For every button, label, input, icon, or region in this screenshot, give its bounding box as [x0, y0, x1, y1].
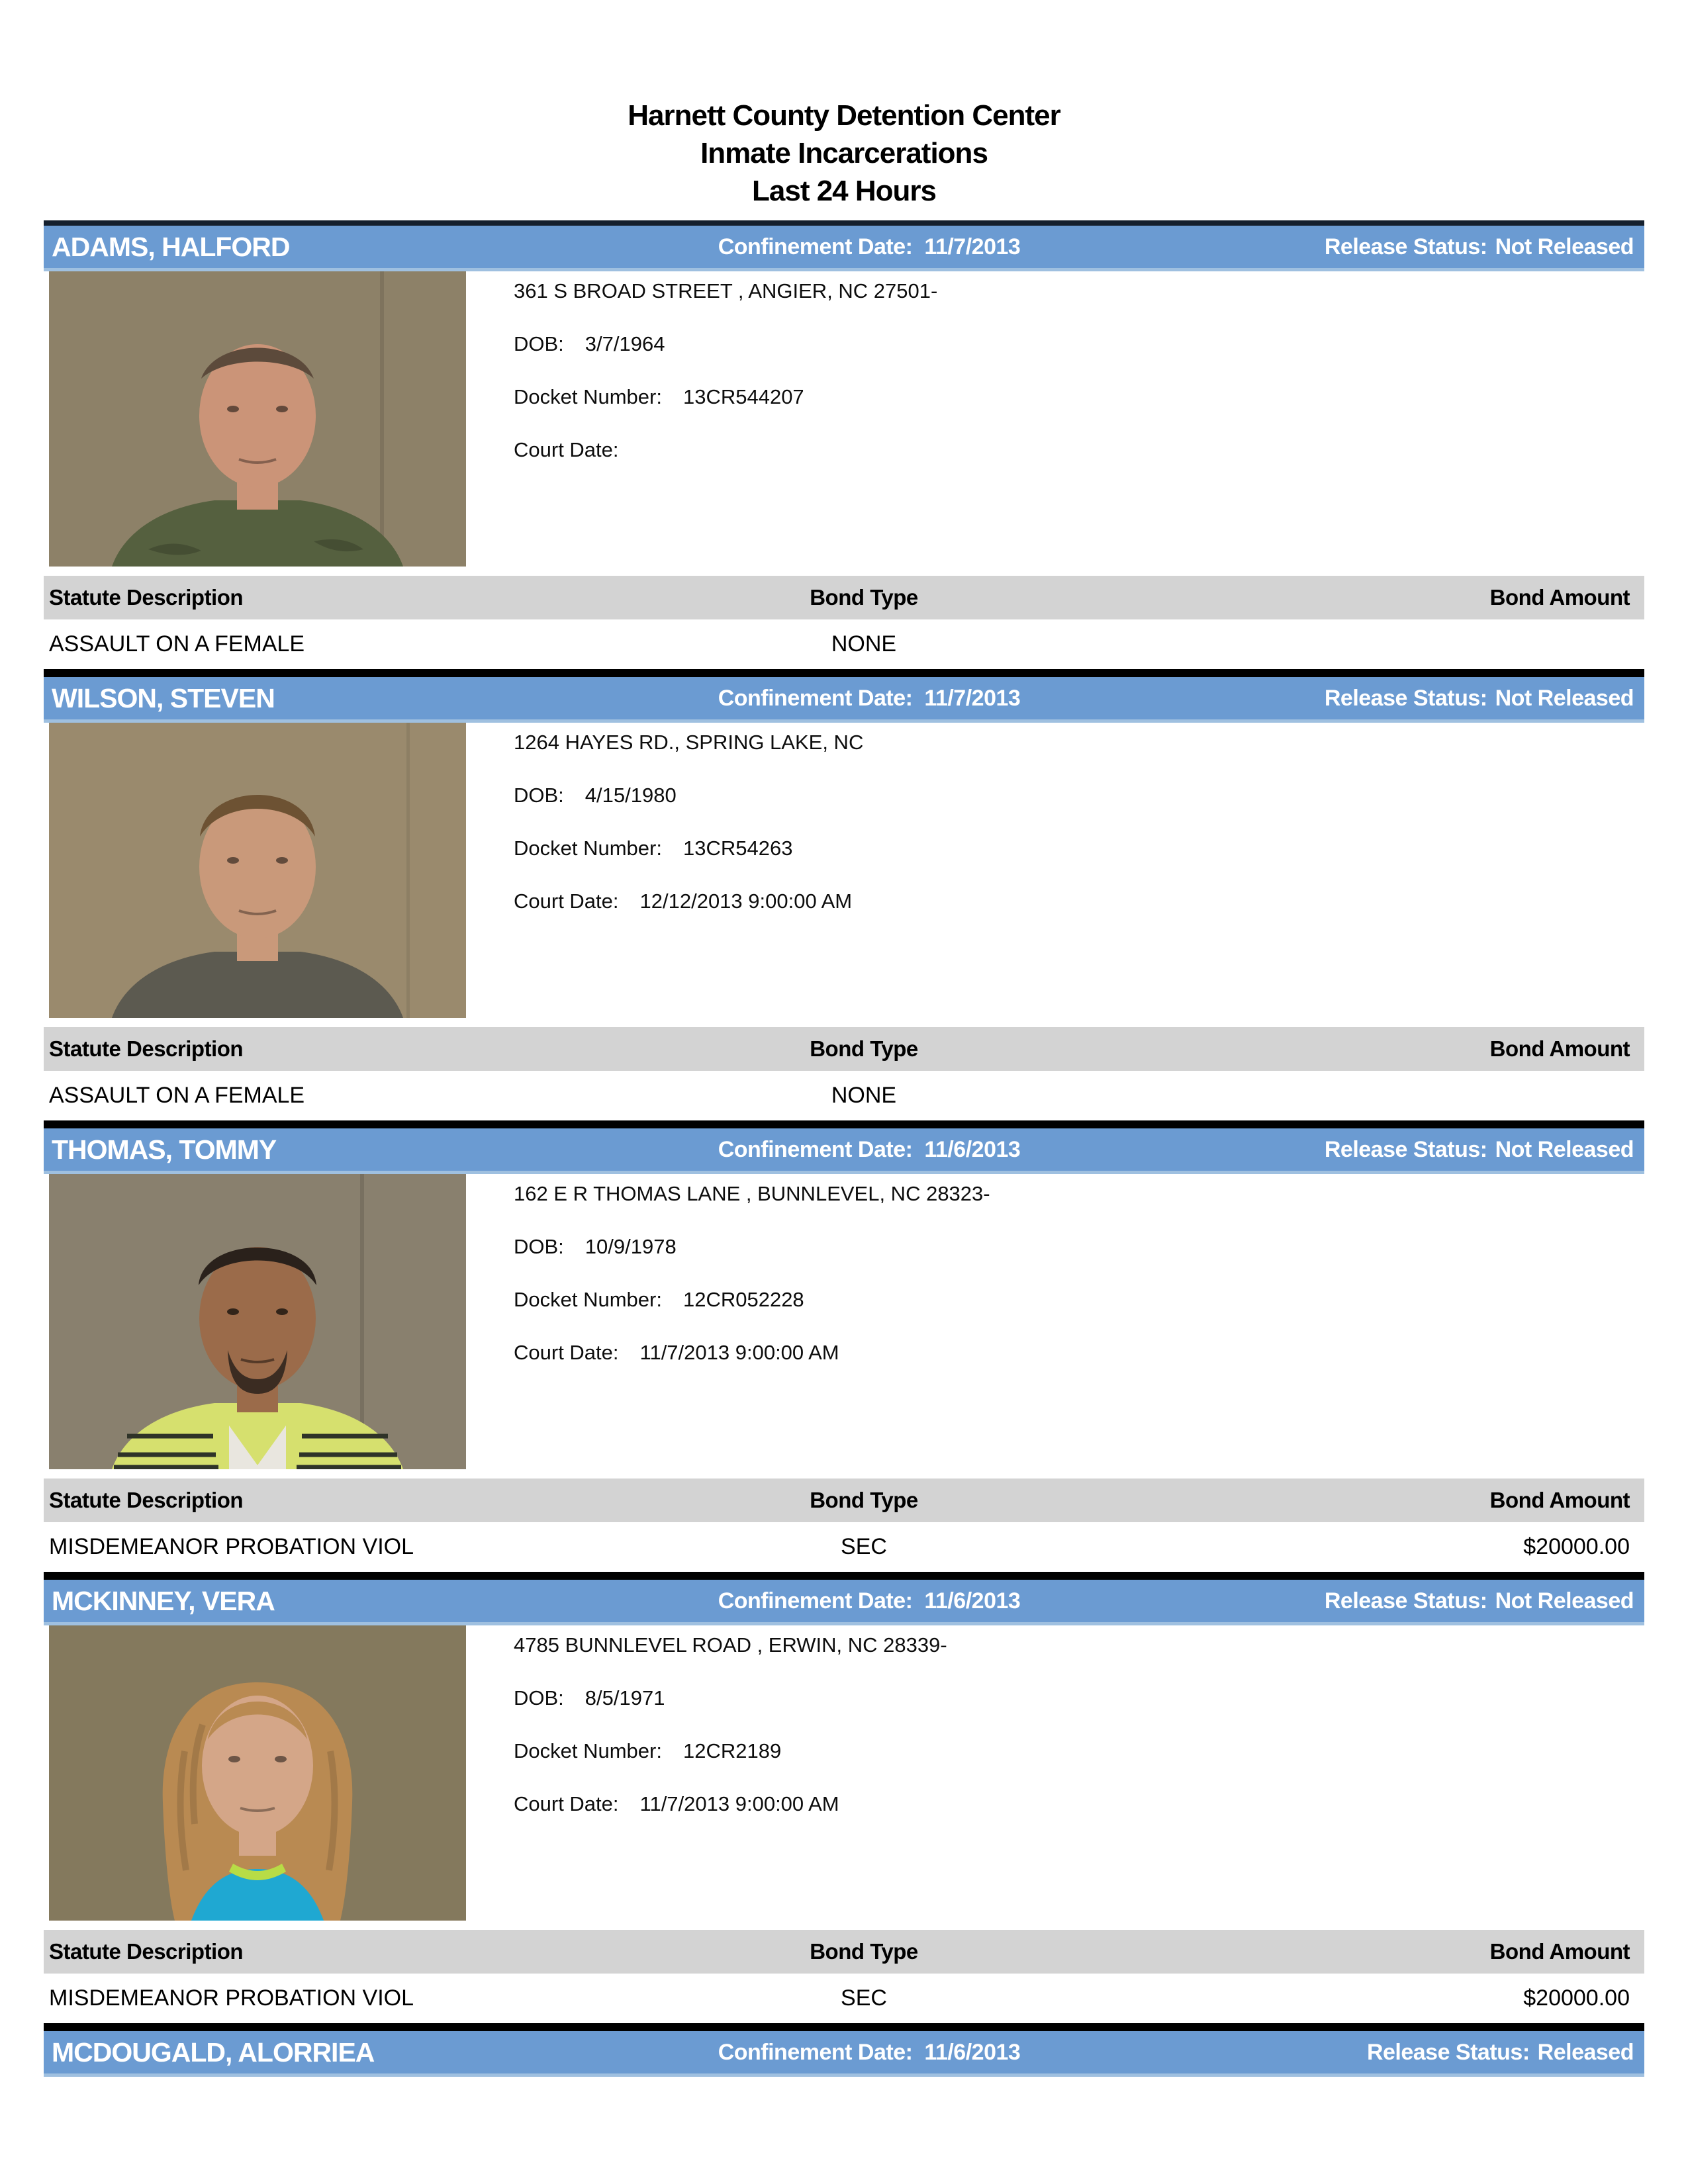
dob-label: DOB: — [514, 332, 564, 355]
docket-label: Docket Number: — [514, 837, 662, 860]
statute-description: MISDEMEANOR PROBATION VIOL — [49, 1985, 414, 2011]
report-title-line3: Last 24 Hours — [752, 175, 936, 207]
bond-type: NONE — [831, 631, 897, 657]
inmate-details — [466, 1174, 990, 1391]
docket-value: 12CR052228 — [682, 1288, 804, 1311]
charge-row — [44, 1522, 1644, 1572]
inmate-records-list — [44, 220, 1644, 2077]
docket-label: Docket Number: — [514, 1739, 662, 1762]
bond-type-header: Bond Type — [810, 1036, 918, 1061]
inmate-record-thomas — [44, 1120, 1644, 1572]
charges-table-header — [44, 1930, 1644, 1974]
charge-row — [44, 1974, 1644, 2023]
release-status-value: Not Released — [1495, 1588, 1634, 1614]
inmate-details — [466, 271, 937, 488]
docket-row — [514, 1737, 947, 1790]
charge-row — [44, 619, 1644, 669]
release-status-label: Release Status: — [1324, 1588, 1487, 1614]
release-status — [1325, 1588, 1644, 1614]
bond-type-header: Bond Type — [810, 1939, 918, 1964]
release-status-value: Not Released — [1495, 685, 1634, 711]
inmate-name: MCKINNEY, VERA — [52, 1585, 275, 1616]
court-date-label: Court Date: — [514, 889, 619, 913]
dob-row — [514, 1232, 990, 1285]
court-date-row — [514, 1338, 990, 1391]
dob-value: 3/7/1964 — [585, 332, 665, 355]
charges-table-header — [44, 1027, 1644, 1071]
report-title-line1: Harnett County Detention Center — [628, 99, 1060, 132]
docket-value: 12CR2189 — [682, 1739, 782, 1762]
inmate-details — [466, 723, 863, 940]
mugshot-photo — [49, 723, 466, 1018]
confinement-date — [718, 2040, 1021, 2066]
court-date-row — [514, 435, 937, 488]
statute-description-header: Statute Description — [49, 1488, 244, 1512]
bond-amount: $20000.00 — [1523, 1985, 1630, 2011]
confinement-date — [718, 234, 1021, 260]
release-status-label: Release Status: — [1324, 1136, 1487, 1162]
dob-row — [514, 330, 937, 383]
inmate-name: THOMAS, TOMMY — [52, 1134, 277, 1165]
docket-label: Docket Number: — [514, 1288, 662, 1311]
record-header-bar — [44, 2023, 1644, 2077]
release-status-label: Release Status: — [1366, 2039, 1530, 2065]
docket-label: Docket Number: — [514, 385, 662, 408]
confinement-date-value: 11/7/2013 — [924, 234, 1021, 259]
inmate-name: MCDOUGALD, ALORRIEA — [52, 2036, 375, 2068]
dob-value: 10/9/1978 — [585, 1235, 677, 1258]
statute-description-header: Statute Description — [49, 1036, 244, 1061]
inmate-name: WILSON, STEVEN — [52, 682, 275, 713]
court-date-value: 12/12/2013 9:00:00 AM — [639, 889, 853, 913]
bond-amount: $20000.00 — [1523, 1534, 1630, 1559]
release-status-value: Not Released — [1495, 1136, 1634, 1162]
release-status — [1325, 234, 1644, 260]
record-body — [44, 271, 1644, 576]
page-title — [0, 0, 1688, 210]
docket-value: 13CR54263 — [682, 837, 793, 860]
confinement-date — [718, 1137, 1021, 1163]
release-status-label: Release Status: — [1324, 234, 1487, 259]
court-date-row — [514, 1790, 947, 1843]
record-header-bar — [44, 1572, 1644, 1625]
bond-type: SEC — [841, 1534, 887, 1559]
bond-type: SEC — [841, 1985, 887, 2011]
bond-amount-header: Bond Amount — [1489, 1488, 1630, 1512]
inmate-details — [466, 1625, 947, 1843]
inmate-record-mcdougald — [44, 2023, 1644, 2077]
docket-value: 13CR544207 — [682, 385, 804, 408]
dob-row — [514, 781, 863, 834]
confinement-date-label: Confinement Date: — [718, 234, 913, 259]
charges-table-header — [44, 576, 1644, 619]
report-title-line2: Inmate Incarcerations — [700, 137, 988, 169]
release-status — [1325, 1137, 1644, 1163]
charges-table-header — [44, 1479, 1644, 1522]
confinement-date-value: 11/6/2013 — [924, 2039, 1021, 2065]
release-status-value: Released — [1537, 2039, 1634, 2065]
bond-amount-header: Bond Amount — [1489, 1036, 1630, 1061]
bond-amount-header: Bond Amount — [1489, 1939, 1630, 1964]
statute-description: ASSAULT ON A FEMALE — [49, 631, 305, 657]
record-body — [44, 1174, 1644, 1479]
inmate-record-adams — [44, 220, 1644, 669]
confinement-date-label: Confinement Date: — [718, 1136, 913, 1162]
inmate-name: ADAMS, HALFORD — [52, 231, 290, 262]
dob-row — [514, 1684, 947, 1737]
confinement-date-value: 11/7/2013 — [924, 685, 1021, 711]
dob-value: 4/15/1980 — [585, 784, 677, 807]
statute-description-header: Statute Description — [49, 1939, 244, 1964]
docket-row — [514, 1285, 990, 1338]
court-date-label: Court Date: — [514, 438, 619, 461]
court-date-row — [514, 887, 863, 940]
mugshot-photo — [49, 1625, 466, 1921]
confinement-date-value: 11/6/2013 — [924, 1136, 1021, 1162]
court-date-value: 11/7/2013 9:00:00 AM — [639, 1792, 839, 1815]
mugshot-photo — [49, 271, 466, 567]
dob-label: DOB: — [514, 1686, 564, 1709]
statute-description: ASSAULT ON A FEMALE — [49, 1083, 305, 1108]
statute-description: MISDEMEANOR PROBATION VIOL — [49, 1534, 414, 1559]
court-date-label: Court Date: — [514, 1792, 619, 1815]
bond-amount-header: Bond Amount — [1489, 585, 1630, 610]
confinement-date-label: Confinement Date: — [718, 1588, 913, 1614]
record-header-bar — [44, 1120, 1644, 1174]
record-body — [44, 723, 1644, 1027]
docket-row — [514, 834, 863, 887]
record-header-bar — [44, 669, 1644, 723]
record-body — [44, 1625, 1644, 1930]
court-date-value: 11/7/2013 9:00:00 AM — [639, 1341, 839, 1364]
inmate-record-wilson — [44, 669, 1644, 1120]
release-status-value: Not Released — [1495, 234, 1634, 259]
bond-type: NONE — [831, 1083, 897, 1108]
record-header-bar — [44, 220, 1644, 271]
statute-description-header: Statute Description — [49, 585, 244, 610]
court-date-label: Court Date: — [514, 1341, 619, 1364]
release-status-label: Release Status: — [1324, 685, 1487, 711]
docket-row — [514, 383, 937, 435]
dob-label: DOB: — [514, 1235, 564, 1258]
dob-value: 8/5/1971 — [585, 1686, 665, 1709]
bond-type-header: Bond Type — [810, 585, 918, 610]
inmate-address: 1264 HAYES RD., SPRING LAKE, NC — [514, 731, 864, 754]
release-status — [1325, 686, 1644, 711]
confinement-date-value: 11/6/2013 — [924, 1588, 1021, 1614]
inmate-address: 4785 BUNNLEVEL ROAD , ERWIN, NC 28339- — [514, 1633, 947, 1657]
confinement-date-label: Confinement Date: — [718, 2039, 913, 2065]
inmate-address: 162 E R THOMAS LANE , BUNNLEVEL, NC 28323- — [514, 1182, 990, 1205]
release-status — [1367, 2040, 1644, 2066]
inmate-record-mckinney — [44, 1572, 1644, 2023]
confinement-date-label: Confinement Date: — [718, 685, 913, 711]
dob-label: DOB: — [514, 784, 564, 807]
mugshot-photo — [49, 1174, 466, 1469]
bond-type-header: Bond Type — [810, 1488, 918, 1512]
inmate-address: 361 S BROAD STREET , ANGIER, NC 27501- — [514, 279, 938, 302]
confinement-date — [718, 686, 1021, 711]
charge-row — [44, 1071, 1644, 1120]
confinement-date — [718, 1588, 1021, 1614]
